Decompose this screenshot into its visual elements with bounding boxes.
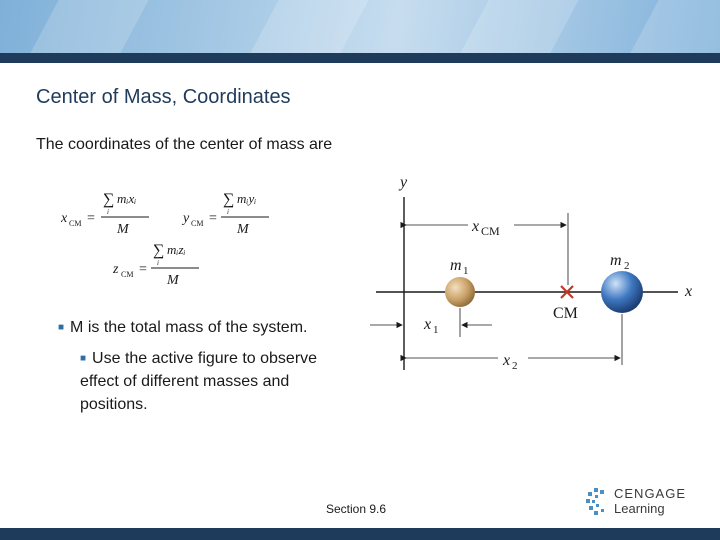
footer-bar (0, 528, 720, 540)
zcm-numerator: mᵢzᵢ (167, 242, 186, 257)
cengage-logo-mark-icon (584, 486, 610, 518)
section-label: Section 9.6 (326, 502, 387, 516)
center-of-mass-formulas (55, 180, 295, 295)
bullet-active-figure (80, 347, 360, 416)
header-divider (0, 53, 720, 63)
cengage-logo-top: CENGAGE (614, 486, 687, 501)
xcm-label-subscript: CM (481, 224, 500, 238)
xcm-numerator: mᵢxᵢ (117, 191, 137, 206)
zcm-symbol: z (113, 262, 119, 277)
zcm-equals: = (139, 262, 147, 277)
center-of-mass-diagram (360, 165, 705, 375)
ycm-numerator: mᵢyᵢ (237, 191, 257, 206)
banner-stripe (231, 0, 379, 54)
ycm-symbol: y (183, 211, 190, 226)
bullet-marker: ■ (58, 322, 65, 333)
bullet-total-mass-text: M is the total mass of the system. (70, 319, 308, 336)
bullet-marker: ■ (80, 353, 87, 364)
xcm-symbol: x (61, 211, 68, 226)
xcm-subscript: CM (69, 219, 82, 228)
xcm-equals: = (87, 211, 95, 226)
cengage-logo (584, 484, 694, 520)
intro-text: The coordinates of the center of mass are (36, 136, 333, 153)
ycm-equals: = (209, 211, 217, 226)
bullet-total-mass (58, 319, 307, 337)
header-banner (0, 0, 720, 54)
zcm-denominator: M (167, 273, 179, 288)
x1-label: x (424, 316, 432, 333)
m1-label-subscript: 1 (463, 265, 469, 277)
zcm-sum: ∑ (153, 242, 165, 259)
x2-label: x (503, 352, 511, 369)
x-axis-label: x (685, 283, 693, 300)
zcm-index: i (157, 259, 159, 267)
ycm-subscript: CM (191, 219, 204, 228)
x1-label-subscript: 1 (433, 324, 439, 336)
y-axis-label: y (400, 174, 408, 191)
ycm-index: i (227, 208, 229, 216)
cengage-logo-bottom: Learning (614, 501, 665, 516)
mass-2-sphere (601, 271, 643, 313)
m1-label: m (450, 257, 462, 274)
x2-label-subscript: 2 (512, 360, 518, 372)
cm-label: CM (553, 305, 578, 322)
mass-1-sphere (445, 277, 475, 307)
zcm-subscript: CM (121, 270, 134, 279)
m2-label: m (610, 252, 622, 269)
ycm-denominator: M (237, 222, 249, 237)
xcm-sum: ∑ (103, 191, 115, 208)
bullet-active-figure-text: Use the active figure to observe effect of different masses and positions. (80, 350, 318, 413)
xcm-label: x (472, 218, 480, 235)
banner-stripe (611, 0, 720, 54)
banner-stripe (441, 0, 589, 54)
xcm-denominator: M (117, 222, 129, 237)
ycm-sum: ∑ (223, 191, 235, 208)
m2-label-subscript: 2 (624, 260, 630, 272)
xcm-index: i (107, 208, 109, 216)
slide-title: Center of Mass, Coordinates (36, 86, 291, 108)
banner-stripe (11, 0, 159, 54)
